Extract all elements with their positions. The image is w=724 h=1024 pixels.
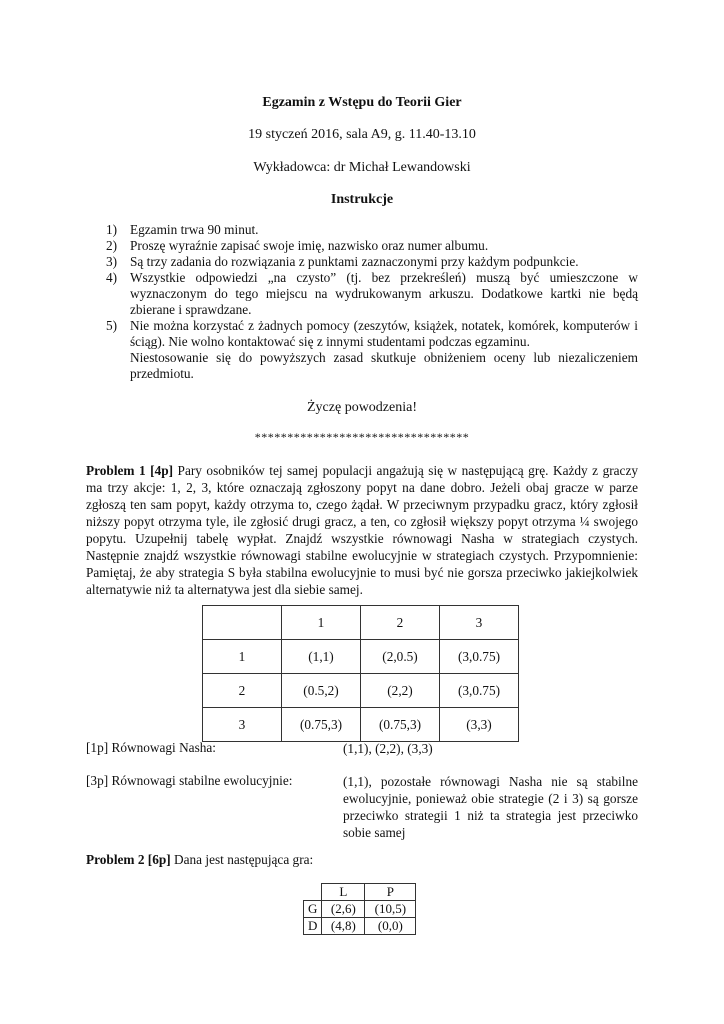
instruction-item [106,222,638,238]
table-row [304,901,416,918]
instruction-text: Nie można korzystać z żadnych pomocy (zeszytów, książek, notatek, komórek, komputerów i ściąg). Nie wolno kontaktować się z innymi studentami podczas egzaminu. [130,318,638,349]
payoff-cell: (1,1) [282,640,361,674]
column-header: L [322,884,365,901]
payoff-cell: (3,0.75) [440,674,519,708]
payoff-cell: (3,3) [440,708,519,742]
instructions-note: Niestosowanie się do powyższych zasad skutkuje obniżeniem oceny lub niezaliczeniem przedmiotu. [130,350,638,381]
problem2-statement [86,852,313,868]
instruction-number: 3) [106,254,118,269]
table-corner-cell [203,606,282,640]
payoff-cell: (10,5) [365,901,416,918]
nash-equilibria-value: (1,1), (2,2), (3,3) [343,741,433,756]
problem2-label: Problem 2 [6p] [86,852,171,867]
ess-value: (1,1), pozostałe równowagi Nasha nie są stabilne ewolucyjnie, ponieważ obie strategie (2 i 3) są gorsze przeciwko strategii 1 niż ta strategia jest przeciwko sobie samej [343,774,638,840]
exam-date-line: 19 styczeń 2016, sala A9, g. 11.40-13.10 [248,127,476,142]
column-header: 1 [282,606,361,640]
instructions-list [106,222,638,382]
instruction-text: Wszystkie odpowiedzi „na czysto” (tj. bez przekreśleń) muszą być umieszczone w wyznaczonym do tego miejscu na wydrukowanym arkuszu. Dodatkowe kartki nie będą zbierane i sprawdzane. [130,270,638,317]
problem2-text: Dana jest następująca gra: [174,852,314,867]
problem1-statement [86,462,638,598]
exam-title: Egzamin z Wstępu do Teorii Gier [262,95,462,110]
payoff-cell: (0.75,3) [361,708,440,742]
instruction-item [106,270,638,318]
instruction-number: 2) [106,238,118,253]
table-row [203,606,519,640]
lecturer-line: Wykładowca: dr Michał Lewandowski [253,160,471,175]
payoff-cell: (0.5,2) [282,674,361,708]
instruction-item [106,254,638,270]
problem2-game-table [303,883,416,935]
instruction-number: 5) [106,318,118,333]
good-luck-wish: Życzę powodzenia! [307,400,417,415]
instruction-text: Egzamin trwa 90 minut. [130,222,259,237]
problem1-label: Problem 1 [4p] [86,463,174,478]
payoff-cell: (0.75,3) [282,708,361,742]
ess-label: [3p] Równowagi stabilne ewolucyjnie: [86,773,293,788]
instruction-text: Proszę wyraźnie zapisać swoje imię, nazwisko oraz numer albumu. [130,238,489,253]
row-header: 1 [203,640,282,674]
payoff-cell: (2,6) [322,901,365,918]
column-header: 3 [440,606,519,640]
row-header: D [304,918,322,935]
payoff-cell: (0,0) [365,918,416,935]
instruction-text: Są trzy zadania do rozwiązania z punktami zaznaczonymi przy każdym podpunkcie. [130,254,579,269]
instruction-item [106,318,638,350]
table-row [203,674,519,708]
table-row [203,708,519,742]
payoff-cell: (4,8) [322,918,365,935]
instruction-number: 1) [106,222,118,237]
table-row [203,640,519,674]
payoff-cell: (2,2) [361,674,440,708]
row-header: 3 [203,708,282,742]
instructions-heading: Instrukcje [330,192,394,207]
row-header: 2 [203,674,282,708]
payoff-cell: (2,0.5) [361,640,440,674]
table-row [304,918,416,935]
table-row [304,884,416,901]
payoff-cell: (3,0.75) [440,640,519,674]
nash-equilibria-label: [1p] Równowagi Nasha: [86,740,216,755]
problem1-text: Pary osobników tej samej populacji angażują się w następującą grę. Każdy z graczy ma trzy akcje: 1, 2, 3, które oznaczają zgłoszony popyt na dane dobro. Jeżeli obaj gracze w parze zgłoszą ten sam popyt, każdy otrzyma to, czego żądał. W przeciwnym przypadku gracz, który zgłosił niższy popyt otrzyma tyle, ile zgłosić drugi gracz, a ten, co zgłosił większy popyt otrzyma ¼ swojego popytu. Uzupełnij tabelę wypłat. Znajdź wszystkie równowagi Nasha w strategiach czystych. Następnie znajdź wszystkie równowagi stabilne ewolucyjnie w strategiach czystych. Przypomnienie: Pamiętaj, że aby strategia S była stabilna ewolucyjnie to musi być nie gorsza przeciwko jakiejkolwiek alternatywie niż ta alternatywa jest dla siebie samej. [86,463,638,597]
instruction-number: 4) [106,270,118,285]
row-header: G [304,901,322,918]
instruction-item [106,238,638,254]
column-header: 2 [361,606,440,640]
table-corner-cell [304,884,322,901]
problem1-payoff-table [202,605,519,742]
column-header: P [365,884,416,901]
section-separator: ********************************* [254,430,470,444]
